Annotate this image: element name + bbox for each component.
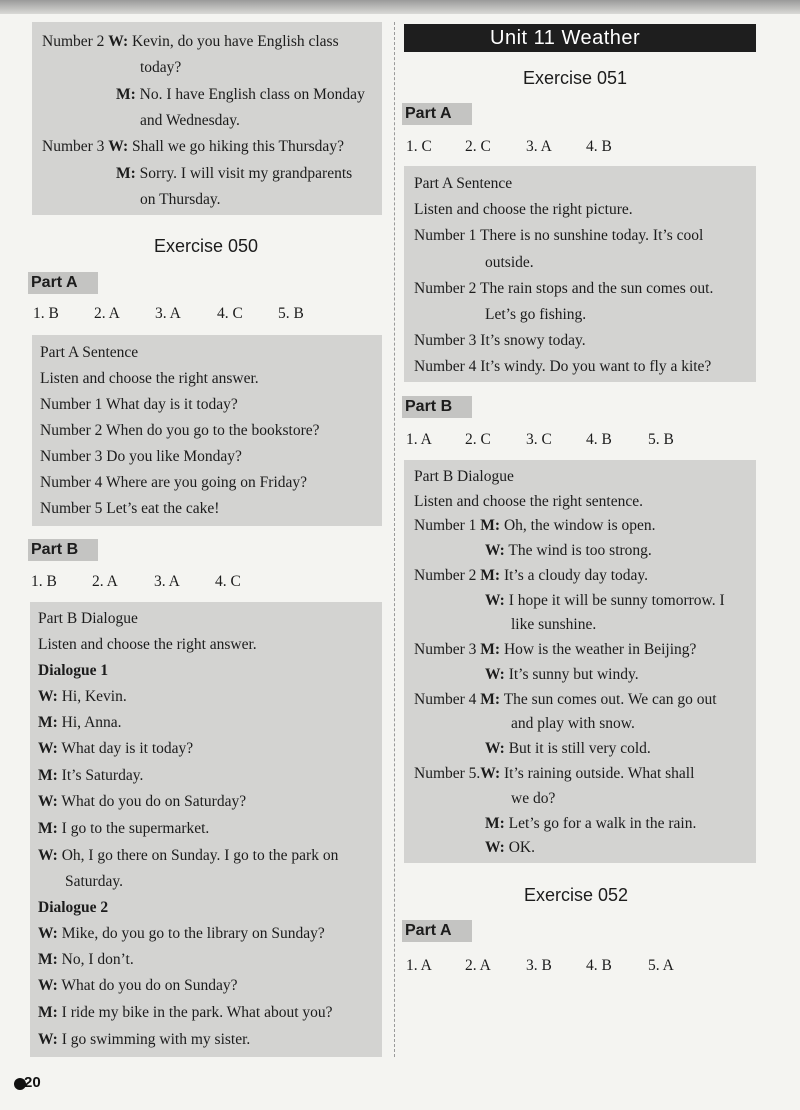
answer-item: 2. C: [465, 138, 491, 155]
answer-item: 3. A: [526, 138, 552, 155]
dialogue-text: What do you do on Saturday?: [61, 793, 247, 810]
answer-item: 1. B: [33, 305, 59, 322]
dialogue-text: Mike, do you go to the library on Sunday?: [61, 925, 325, 942]
script-line: Number 4 It’s windy. Do you want to fly a kite?: [414, 358, 712, 375]
dialogue-text: like sunshine.: [511, 616, 597, 633]
answer-item: 5. B: [648, 431, 674, 448]
speaker: W:: [38, 925, 58, 942]
ex050-part-b-tab: Part B: [28, 539, 98, 561]
speaker: M:: [480, 567, 501, 584]
dialogue-text: and Wednesday.: [140, 112, 240, 129]
speaker: W:: [38, 977, 58, 994]
speaker: M:: [38, 1004, 58, 1021]
speaker-w: W:: [108, 33, 129, 50]
speaker: M:: [38, 820, 58, 837]
number-label: Number 2: [42, 33, 105, 50]
speaker: W:: [485, 666, 505, 683]
speaker: W:: [38, 847, 58, 864]
answer-item: 4. B: [586, 957, 612, 974]
script-line: Part A Sentence: [40, 344, 139, 361]
speaker: W:: [485, 839, 505, 856]
script-line: Number 2 When do you go to the bookstore?: [40, 422, 320, 439]
unit-title-banner: Unit 11 Weather: [404, 24, 756, 52]
dialogue-text: on Thursday.: [140, 191, 221, 208]
script-line: Listen and choose the right answer.: [38, 636, 257, 653]
speaker: W:: [38, 1031, 58, 1048]
dialogue-text: Shall we go hiking this Thursday?: [131, 138, 344, 155]
dialogue-text: Oh, I go there on Sunday. I go to the park on: [61, 847, 339, 864]
script-line: Number 2 The rain stops and the sun comes out.: [414, 280, 714, 297]
answer-item: 1. C: [406, 138, 432, 155]
ex050-part-a-tab: Part A: [28, 272, 98, 294]
speaker: M:: [480, 517, 501, 534]
dialogue-text: I go swimming with my sister.: [61, 1031, 251, 1048]
speaker: W:: [485, 592, 505, 609]
ex050-part-a-script-box: [32, 335, 382, 526]
exercise-049-dialogue-box: [32, 22, 382, 215]
column-divider: [394, 22, 395, 1057]
answer-item: 1. B: [31, 573, 57, 590]
script-line: Number 3 It’s snowy today.: [414, 332, 586, 349]
dialogue-heading: Dialogue 2: [38, 899, 109, 916]
script-line: Number 3 Do you like Monday?: [40, 448, 242, 465]
dialogue-text: I ride my bike in the park. What about you?: [61, 1004, 333, 1021]
speaker: W:: [38, 793, 58, 810]
speaker: M:: [485, 815, 505, 832]
dialogue-text: It’s raining outside. What shall: [503, 765, 695, 782]
dialogue-text: But it is still very cold.: [508, 740, 651, 757]
dialogue-text: Kevin, do you have English class: [131, 33, 339, 50]
script-line: outside.: [485, 254, 534, 271]
dialogue-text: Oh, the window is open.: [503, 517, 656, 534]
answer-item: 2. C: [465, 431, 491, 448]
script-line: Number 5 Let’s eat the cake!: [40, 500, 220, 517]
dialogue-text: How is the weather in Beijing?: [503, 641, 697, 658]
dialogue-text: today?: [140, 59, 182, 76]
dialogue-text: OK.: [508, 839, 535, 856]
script-line: Part A Sentence: [414, 175, 513, 192]
dialogue-text: and play with snow.: [511, 715, 635, 732]
ex050-part-b-script-box: [30, 602, 382, 1057]
answer-item: 5. A: [648, 957, 674, 974]
number-label: Number 3: [414, 641, 477, 658]
dialogue-text: Saturday.: [65, 873, 123, 890]
answer-item: 3. C: [526, 431, 552, 448]
exercise-051-title: Exercise 051: [523, 68, 628, 88]
number-label: Number 4: [414, 691, 477, 708]
speaker-m: M:: [116, 165, 136, 182]
dialogue-text: Let’s go for a walk in the rain.: [508, 815, 697, 832]
script-line: Part B Dialogue: [414, 468, 514, 485]
dialogue-text: What day is it today?: [61, 740, 194, 757]
script-line: Number 1 What day is it today?: [40, 396, 238, 413]
dialogue-text: What do you do on Sunday?: [61, 977, 238, 994]
dialogue-text: Sorry. I will visit my grandparents: [139, 165, 353, 182]
script-line: Number 4 Where are you going on Friday?: [40, 474, 308, 491]
answer-item: 5. B: [278, 305, 304, 322]
number-label: Number 1: [414, 517, 477, 534]
exercise-050-title: Exercise 050: [154, 236, 259, 256]
script-line: Listen and choose the right answer.: [40, 370, 259, 387]
page-number: 20: [24, 1074, 41, 1091]
script-line: Part B Dialogue: [38, 610, 138, 627]
page-number-badge: [14, 1072, 44, 1096]
dialogue-text: It’s Saturday.: [61, 767, 144, 784]
answer-item: 2. A: [92, 573, 118, 590]
answer-item: 3. A: [155, 305, 181, 322]
speaker: W:: [485, 542, 505, 559]
top-edge-band: [0, 0, 800, 14]
answer-item: 4. B: [586, 138, 612, 155]
ex051-part-a-script-box: [404, 166, 756, 382]
speaker: W:: [38, 740, 58, 757]
dialogue-text: I hope it will be sunny tomorrow. I: [508, 592, 725, 609]
speaker: M:: [38, 767, 58, 784]
number-label: Number 3: [42, 138, 105, 155]
dialogue-text: The wind is too strong.: [508, 542, 652, 559]
dialogue-heading: Dialogue 1: [38, 662, 109, 679]
dialogue-text: It’s a cloudy day today.: [503, 567, 649, 584]
answer-item: 3. A: [154, 573, 180, 590]
speaker: M:: [480, 691, 501, 708]
speaker: W:: [485, 740, 505, 757]
number-label: Number 2: [414, 567, 477, 584]
speaker-m: M:: [116, 86, 136, 103]
speaker: M:: [38, 951, 58, 968]
speaker: M:: [38, 714, 58, 731]
dialogue-text: No. I have English class on Monday: [139, 86, 365, 103]
ex051-part-b-tab: Part B: [402, 396, 472, 418]
script-line: Listen and choose the right picture.: [414, 201, 633, 218]
dialogue-text: The sun comes out. We can go out: [503, 691, 717, 708]
ex052-part-a-tab: Part A: [402, 920, 472, 942]
dialogue-text: It’s sunny but windy.: [508, 666, 639, 683]
speaker-w: W:: [108, 138, 129, 155]
speaker: W:: [480, 765, 501, 782]
script-line: Listen and choose the right sentence.: [414, 493, 643, 510]
dialogue-text: I go to the supermarket.: [61, 820, 210, 837]
dialogue-text: we do?: [511, 790, 556, 807]
ex051-part-b-script-box: [404, 460, 756, 863]
answer-item: 2. A: [465, 957, 491, 974]
speaker: W:: [38, 688, 58, 705]
number-label: Number 5.: [414, 765, 481, 782]
answer-item: 1. A: [406, 431, 432, 448]
exercise-052-title: Exercise 052: [524, 885, 629, 905]
dialogue-text: No, I don’t.: [61, 951, 134, 968]
answer-item: 2. A: [94, 305, 120, 322]
answer-item: 4. C: [215, 573, 241, 590]
answer-item: 4. C: [217, 305, 243, 322]
script-line: Number 1 There is no sunshine today. It’s cool: [414, 227, 704, 244]
dialogue-text: Hi, Kevin.: [61, 688, 127, 705]
speaker: M:: [480, 641, 501, 658]
answer-item: 3. B: [526, 957, 552, 974]
ex051-part-a-tab: Part A: [402, 103, 472, 125]
dialogue-text: Hi, Anna.: [61, 714, 122, 731]
answer-item: 1. A: [406, 957, 432, 974]
script-line: Let’s go fishing.: [485, 306, 587, 323]
answer-item: 4. B: [586, 431, 612, 448]
